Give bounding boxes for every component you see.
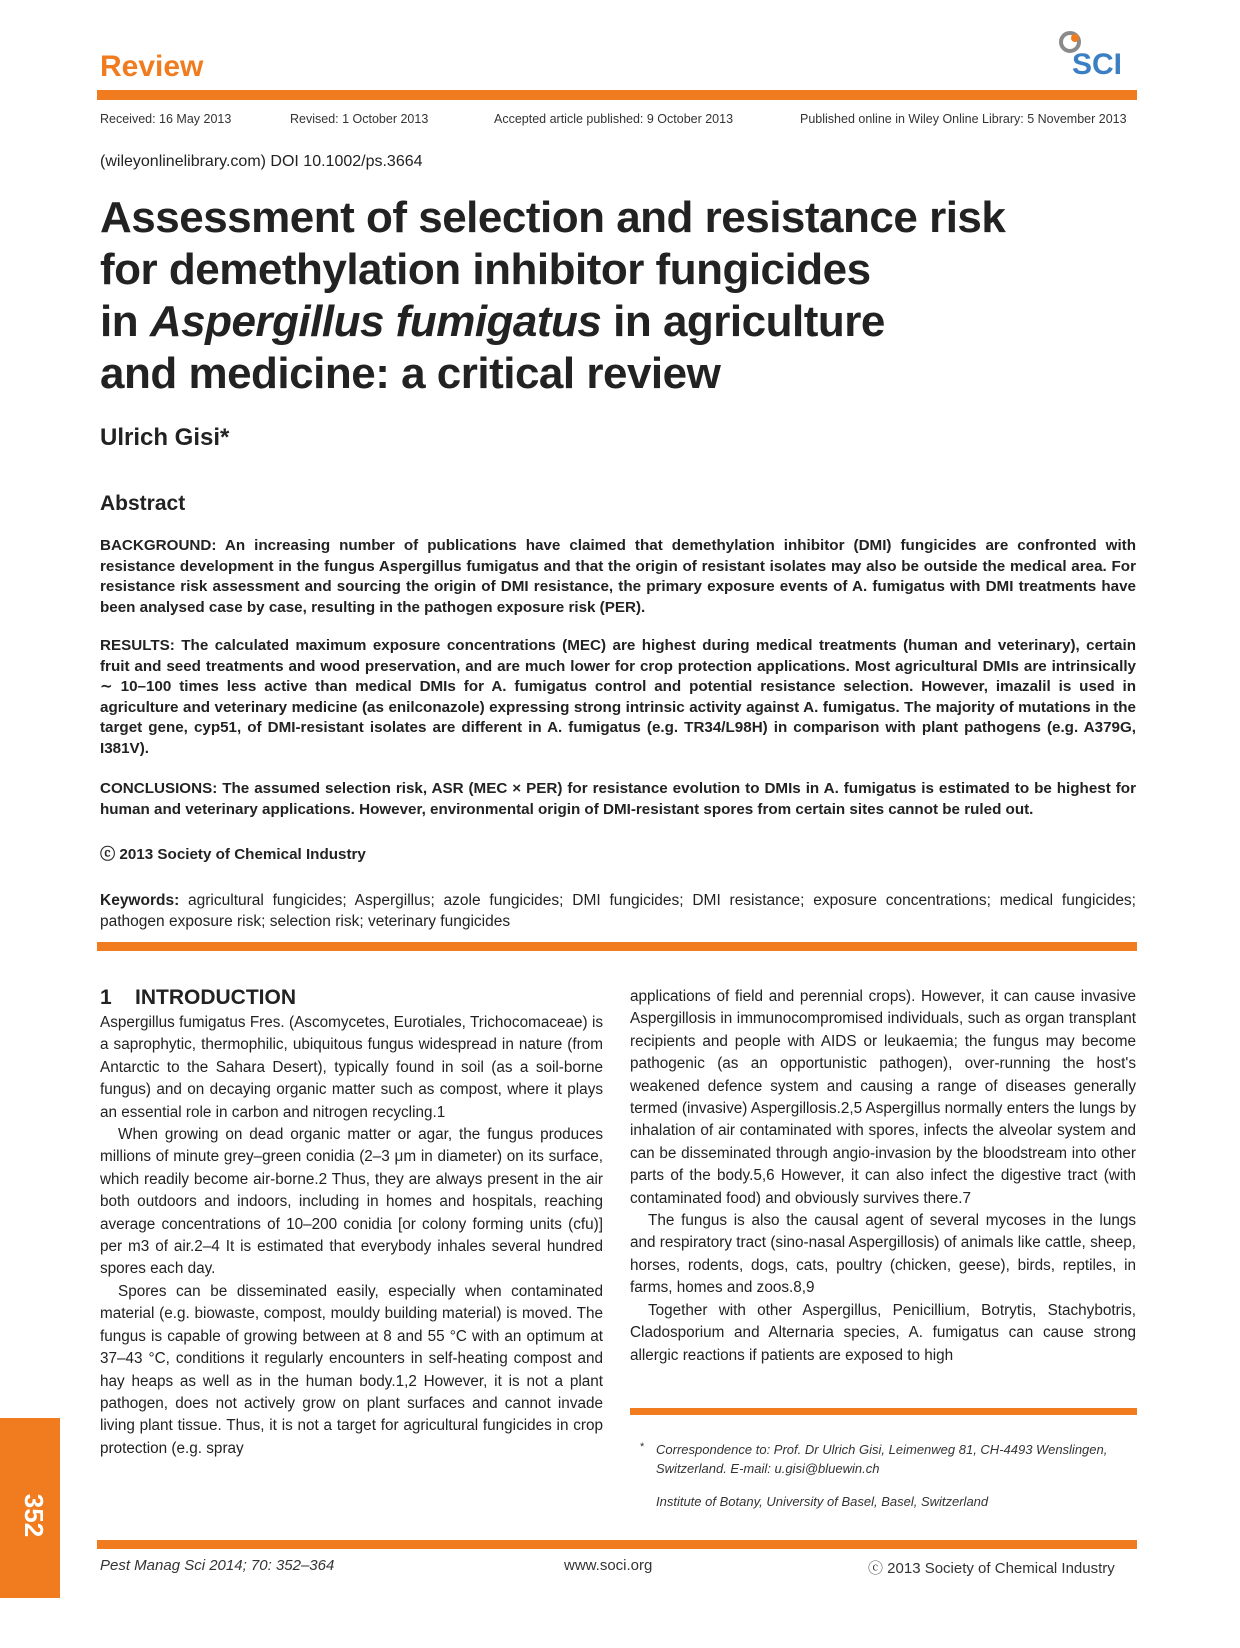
- abstract-copyright: ⓒ 2013 Society of Chemical Industry: [100, 846, 366, 863]
- paragraph: The fungus is also the causal agent of several mycoses in the lungs and respiratory tract (sino-nasal Aspergillosis) of animals like cattle, sheep, horses, rodents, dogs, cats, poultry (chicken, geese), birds, reptiles, in farms, homes and zoos.8,9: [630, 1212, 1136, 1297]
- title-line: and medicine: a critical review: [100, 349, 721, 398]
- footer-rule: [97, 1540, 1137, 1549]
- footnote-rule: [630, 1408, 1137, 1415]
- website[interactable]: www.soci.org: [564, 1557, 653, 1574]
- sci-logo: [1052, 28, 1132, 84]
- abstract-results: RESULTS: The calculated maximum exposure concentrations (MEC) are highest during medical treatments (human and veterinary), certain fruit and seed treatments and wood preservation, and are much lower for crop protection applications. Most agricultural DMIs are intrinsically ∼ 10–100 times less active than medical DMIs for A. fumigatus control and potential resistance selection. However, imazalil is used in agriculture and veterinary medicine (as enilconazole) expressing strong intrinsic activity against A. fumigatus. The majority of mutations in the target gene, cyp51, of DMI-resistant isolates are different in A. fumigatus (e.g. TR34/L98H) in comparison with plant pathogens (e.g. A379G, I381V).: [100, 637, 1136, 757]
- abstract-background: BACKGROUND: An increasing number of publications have claimed that demethylation inhibitor (DMI) fungicides are confronted with resistance development in the fungus Aspergillus fumigatus and that the origin of resistant isolates may also be outside the medical area. For resistance risk assessment and sourcing the origin of DMI resistance, the primary exposure events of A. fumigatus with DMI treatments have been analysed case by case, resulting in the pathogen exposure risk (PER).: [100, 537, 1136, 616]
- title-line: in Aspergillus fumigatus in agriculture: [100, 297, 885, 346]
- keywords-label: Keywords:: [100, 892, 180, 909]
- correspondence: Correspondence to: Prof. Dr Ulrich Gisi, Leimenweg 81, CH-4493 Wenslingen, Switzerland. E-mail: u.gisi@bluewin.ch: [656, 1442, 1108, 1476]
- right-column: [630, 986, 1136, 1367]
- title-line: Assessment of selection and resistance risk: [100, 193, 1006, 242]
- left-column: [100, 1012, 603, 1460]
- article-title: [100, 192, 1080, 400]
- paragraph: Spores can be disseminated easily, especially when contaminated material (e.g. biowaste, compost, mouldy building material) is moved. The fungus is capable of growing between at 8 and 55 °C with an optimum at 37–43 °C, conditions it regularly encounters in self-heating compost and hay heaps as well as in the human body.1,2 However, it is not a plant pathogen, does not actively grow on plant surfaces and cannot invade living plant tissue. Thus, it is not a target for agricultural fungicides in crop protection (e.g. spray: [100, 1282, 603, 1457]
- keywords-list: agricultural fungicides; Aspergillus; azole fungicides; DMI fungicides; DMI resistance; exposure concentrations; medical fungicides; pathogen exposure risk; selection risk; veterinary fungicides: [100, 892, 1136, 930]
- logo-text: SCI: [1072, 48, 1123, 81]
- doi: (wileyonlinelibrary.com) DOI 10.1002/ps.3664: [100, 153, 423, 170]
- section-heading: 1 INTRODUCTION: [100, 986, 297, 1009]
- header-rule: [97, 90, 1137, 100]
- footnote-marker: *: [640, 1441, 645, 1453]
- published-date: Published online in Wiley Online Library: 5 November 2013: [800, 112, 1127, 126]
- keywords: [100, 890, 1136, 932]
- title-line: for demethylation inhibitor fungicides: [100, 245, 871, 294]
- abstract-rule: [97, 942, 1137, 951]
- affiliation: Institute of Botany, University of Basel, Basel, Switzerland: [656, 1494, 989, 1509]
- footer-copyright: ⓒ 2013 Society of Chemical Industry: [868, 1560, 1115, 1577]
- paragraph: Together with other Aspergillus, Penicillium, Botrytis, Stachybotris, Cladosporium and Alternaria species, A. fumigatus can cause strong allergic reactions if patients are exposed to high: [630, 1301, 1136, 1364]
- paragraph: applications of field and perennial crops). However, it can cause invasive Aspergillosis in immunocompromised individuals, such as organ transplant recipients and people with AIDS or leukaemia; the fungus may become pathogenic (as an opportunistic pathogen), over-running the host's weakened defence system and causing a range of diseases generally termed (invasive) Aspergillosis.2,5 Aspergillus normally enters the lungs by inhalation of air contaminated with spores, infects the alveolar system and can be disseminated through angio-invasion by the bloodstream into other parts of the body.5,6 However, it can also infect the digestive tract (with contaminated food) and obviously survives there.7: [630, 988, 1136, 1207]
- section-label: Review: [100, 50, 204, 83]
- author: Ulrich Gisi*: [100, 424, 230, 451]
- accepted-date: Accepted article published: 9 October 2013: [494, 112, 734, 126]
- paragraph: When growing on dead organic matter or agar, the fungus produces millions of minute grey–green conidia (2–3 μm in diameter) on its surface, which readily become air-borne.2 Thus, they are always present in the air both outdoors and indoors, including in homes and hospitals, reaching average concentrations of 10–200 conidia [or colony forming units (cfu)] per m3 of air.2–4 It is estimated that everybody inhales several hundred spores each day.: [100, 1126, 603, 1278]
- journal-citation: Pest Manag Sci 2014; 70: 352–364: [100, 1557, 335, 1574]
- abstract-heading: Abstract: [100, 492, 186, 515]
- page-number: 352: [19, 1493, 50, 1538]
- received-date: Received: 16 May 2013: [100, 112, 232, 126]
- paragraph: Aspergillus fumigatus Fres. (Ascomycetes, Eurotiales, Trichocomaceae) is a saprophytic, thermophilic, ubiquitous fungus widespread in nature (from Antarctic to the Sahara Desert), typically found in soil (as a soil-borne fungus) and on decaying organic matter such as compost, where it plays an essential role in carbon and nitrogen recycling.1: [100, 1014, 603, 1121]
- abstract-conclusions: CONCLUSIONS: The assumed selection risk, ASR (MEC × PER) for resistance evolution to DMIs in A. fumigatus is estimated to be highest for human and veterinary applications. However, environmental origin of DMI-resistant spores from certain sites cannot be ruled out.: [100, 780, 1136, 818]
- revised-date: Revised: 1 October 2013: [290, 112, 429, 126]
